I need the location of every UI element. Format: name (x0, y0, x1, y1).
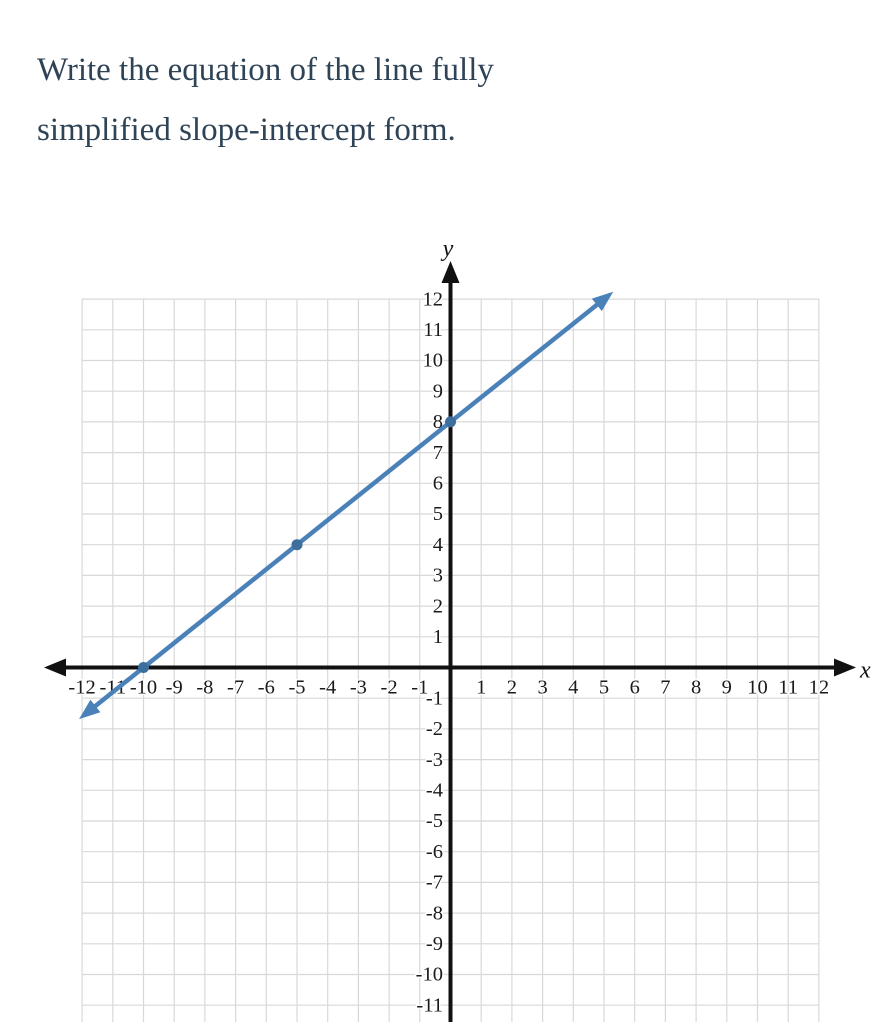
x-tick-label: 6 (629, 676, 640, 699)
x-tick-label: -6 (257, 676, 275, 699)
x-tick-label: 5 (598, 676, 610, 699)
line-segment (91, 301, 602, 710)
x-tick-label: 4 (568, 676, 579, 699)
x-tick-label: 12 (808, 676, 830, 699)
y-tick-label: 1 (432, 626, 443, 649)
x-tick-label: 3 (537, 676, 548, 699)
x-tick-label: 9 (721, 676, 732, 699)
x-tick-label: -3 (349, 676, 367, 699)
y-tick-label: -9 (425, 933, 443, 956)
y-axis-label: y (442, 236, 454, 262)
x-tick-label: 11 (778, 676, 799, 699)
x-tick-label: -10 (129, 676, 158, 699)
y-tick-label: 9 (432, 380, 443, 403)
y-tick-label: -8 (425, 902, 443, 925)
y-tick-label: -5 (425, 810, 443, 833)
y-tick-label: -1 (425, 687, 443, 710)
y-tick-label: -4 (425, 779, 443, 802)
y-tick-label: 2 (432, 595, 443, 618)
y-tick-label: -2 (425, 718, 443, 741)
point-marker (138, 662, 149, 673)
y-tick-label: 10 (422, 349, 443, 372)
y-tick-label: 11 (423, 319, 443, 342)
y-tick-label: -10 (415, 963, 443, 986)
y-tick-label: 7 (432, 441, 443, 464)
x-tick-label: 1 (476, 676, 487, 699)
axis-name-labels (441, 236, 871, 684)
axes (44, 261, 856, 1022)
x-axis-left-arrow-icon (44, 659, 66, 677)
point-marker (445, 416, 456, 427)
y-tick-label: -7 (425, 871, 443, 894)
x-tick-label: -12 (68, 676, 96, 699)
y-tick-label: 4 (432, 533, 443, 556)
y-tick-label: 5 (432, 503, 443, 526)
question-line-1: Write the equation of the line fully (37, 52, 494, 88)
x-tick-label: 7 (660, 676, 671, 699)
y-axis-top-arrow-icon (442, 261, 460, 283)
x-tick-label: -1 (411, 676, 429, 699)
x-tick-label: 2 (506, 676, 518, 699)
x-tick-label: -7 (227, 676, 245, 699)
point-marker (292, 539, 303, 550)
x-tick-label: 10 (747, 676, 768, 699)
y-tick-label: 8 (432, 411, 443, 434)
x-tick-label: -5 (288, 676, 306, 699)
plotted-line (79, 292, 613, 719)
y-tick-label: 12 (422, 288, 443, 311)
x-tick-label: 8 (690, 676, 702, 699)
x-tick-label: -2 (380, 676, 398, 699)
x-tick-label: -4 (319, 676, 337, 699)
y-tick-label: -11 (416, 994, 443, 1017)
y-tick-label: 6 (432, 472, 443, 495)
question-line-2: simplified slope-intercept form. (37, 112, 456, 148)
x-tick-label: -8 (196, 676, 214, 699)
y-tick-label: -3 (425, 748, 443, 771)
x-axis-label: x (860, 657, 871, 684)
y-tick-label: -6 (425, 840, 443, 863)
x-tick-label: -9 (165, 676, 183, 699)
x-axis-right-arrow-icon (834, 659, 856, 677)
x-tick-label: -11 (99, 676, 127, 699)
y-tick-label: 3 (432, 564, 443, 587)
